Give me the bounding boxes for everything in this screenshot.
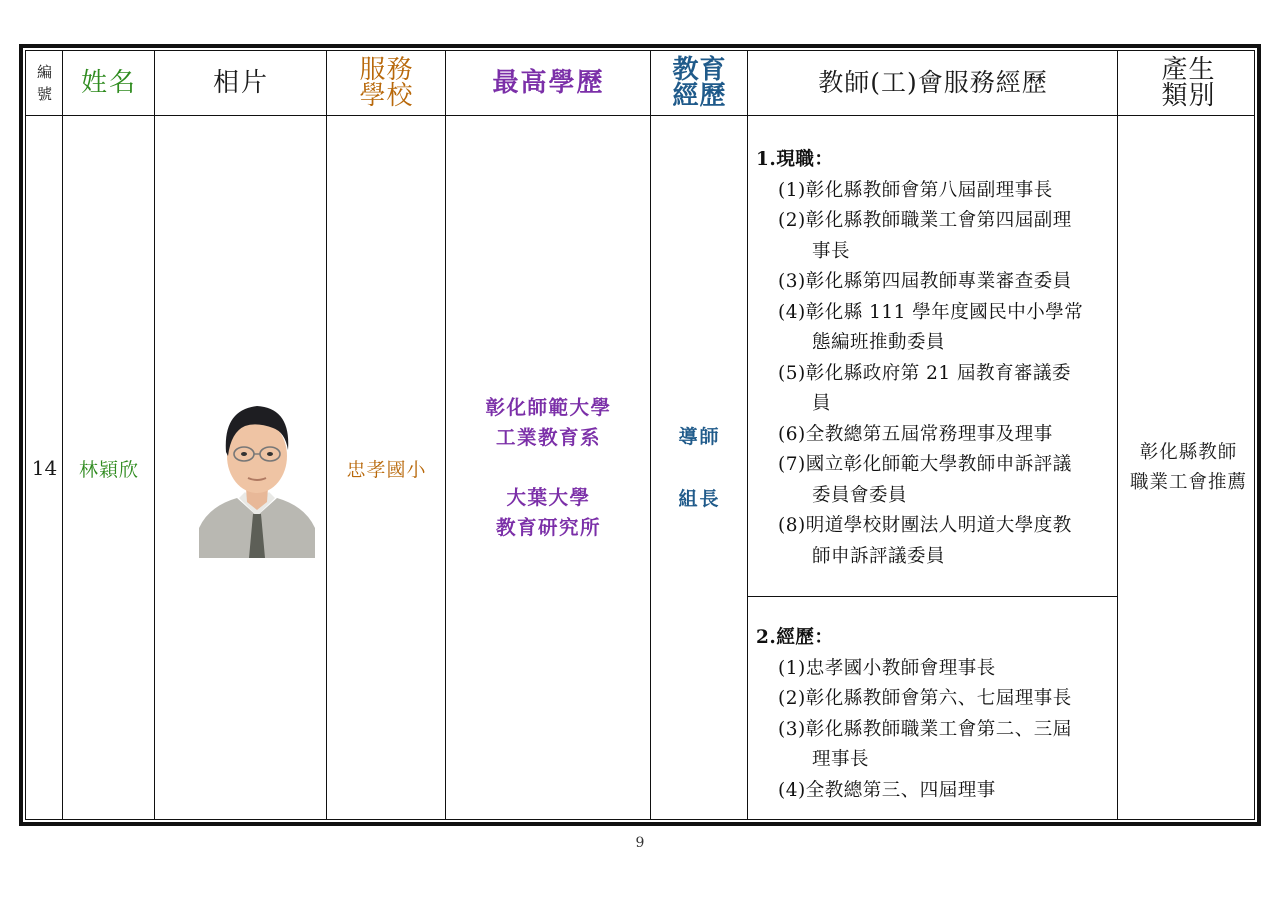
header-school	[327, 51, 446, 115]
header-degree: 最高學歷	[492, 68, 605, 98]
past-item-4: (4)全教總第三、四屆理事	[778, 779, 996, 801]
candidate-name: 林穎欣	[78, 458, 139, 481]
header-edu-exp	[651, 51, 748, 115]
degree-line-5: 教育研究所	[495, 516, 601, 539]
row-number: 14	[31, 456, 58, 480]
category-line-1: 彰化縣教師	[1139, 442, 1238, 463]
header-number-line1: 編	[36, 63, 52, 81]
portrait-image	[199, 388, 315, 558]
header-name: 姓名	[80, 68, 137, 98]
header-photo: 相片	[212, 68, 269, 98]
service-school: 忠孝國小	[346, 458, 427, 481]
table-inner-border	[25, 50, 1255, 820]
current-positions	[756, 145, 1083, 572]
candidate-table	[19, 44, 1261, 826]
past-item-1: (1)忠孝國小教師會理事長	[778, 657, 996, 679]
category-line-2: 職業工會推薦	[1129, 472, 1247, 493]
past-positions	[756, 623, 1072, 806]
candidate-photo	[199, 388, 315, 558]
degree-line-4: 大葉大學	[506, 486, 591, 509]
header-category-line1: 產生	[1161, 55, 1216, 85]
header-category-line2: 類別	[1161, 81, 1216, 111]
past-item-3-cont: 理事長	[812, 749, 870, 770]
degree-line-1: 彰化師範大學	[485, 396, 612, 419]
current-item-2: (2)彰化縣教師職業工會第四屆副理	[778, 210, 1072, 231]
nomination-category	[1118, 115, 1259, 821]
header-edu-exp-line2: 經歷	[672, 81, 727, 111]
highest-degree	[446, 115, 651, 821]
edu-exp-line-2: 組長	[678, 488, 721, 510]
experience-divider	[748, 596, 1118, 597]
edu-exp-line-1: 導師	[678, 426, 721, 448]
header-edu-exp-line1: 教育	[672, 55, 727, 85]
current-item-4: (4)彰化縣 111 學年度國民中小學常	[778, 301, 1084, 323]
current-item-5-cont: 員	[812, 393, 832, 414]
current-item-8: (8)明道學校財團法人明道大學度教	[778, 515, 1072, 536]
current-heading: 1.現職：	[756, 149, 834, 170]
education-experience	[651, 115, 748, 821]
current-item-8-cont: 師申訴評議委員	[812, 545, 946, 567]
current-item-5: (5)彰化縣政府第 21 屆教育審議委	[778, 362, 1072, 384]
header-school-line2: 學校	[359, 81, 414, 111]
page-number: 9	[635, 835, 645, 851]
past-heading: 2.經歷：	[756, 627, 834, 648]
header-union-exp: 教師(工)會服務經歷	[818, 68, 1048, 97]
current-item-3: (3)彰化縣第四屆教師專業審查委員	[778, 271, 1072, 292]
past-item-3: (3)彰化縣教師職業工會第二、三屆	[778, 718, 1072, 740]
header-number	[26, 51, 63, 115]
current-item-7-cont: 委員會委員	[812, 484, 908, 506]
current-item-7: (7)國立彰化師範大學教師申訴評議	[778, 454, 1072, 475]
degree-line-2: 工業教育系	[495, 426, 601, 449]
header-number-line2: 號	[36, 85, 52, 103]
current-item-6: (6)全教總第五屆常務理事及理事	[778, 423, 1053, 445]
header-category	[1118, 51, 1259, 115]
current-item-1: (1)彰化縣教師會第八屆副理事長	[778, 179, 1053, 201]
past-item-2: (2)彰化縣教師會第六、七屆理事長	[778, 688, 1072, 709]
current-item-2-cont: 事長	[812, 240, 851, 262]
current-item-4-cont: 態編班推動委員	[812, 332, 946, 353]
header-school-line1: 服務	[359, 55, 414, 85]
